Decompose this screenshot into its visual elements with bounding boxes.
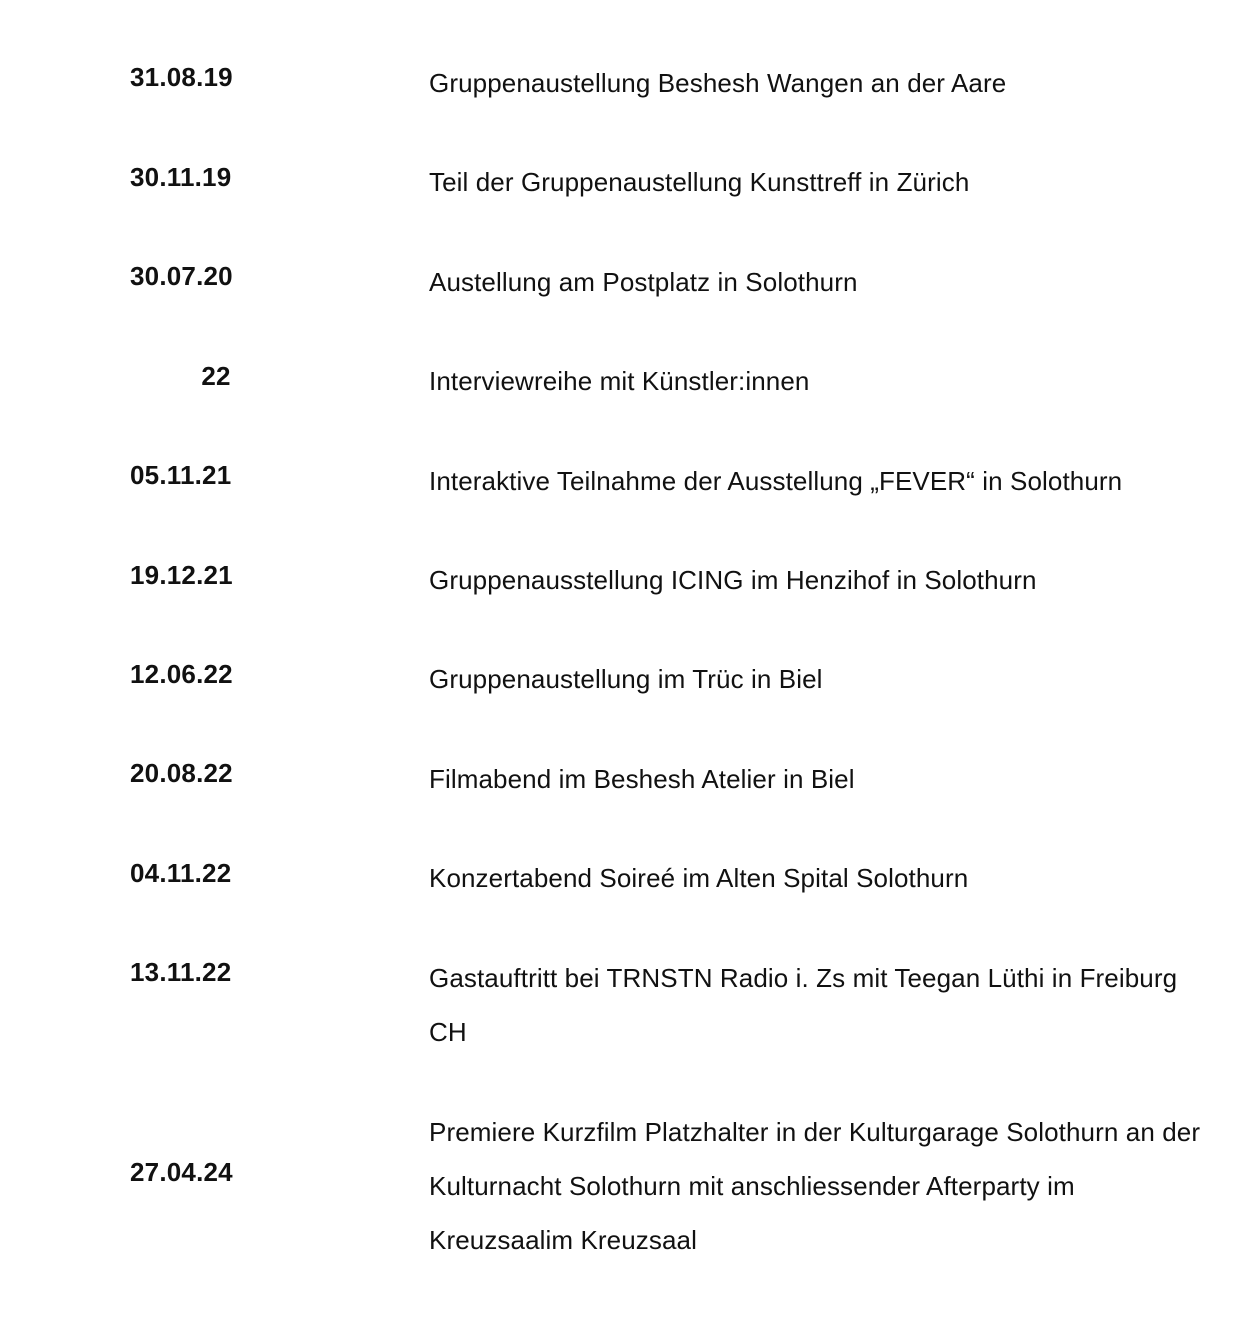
event-description: Gruppenausstellung ICING im Henzihof in Solothurn [429, 565, 1037, 595]
event-date: 30.11.19 [130, 162, 232, 192]
event-description: Austellung am Postplatz in Solothurn [429, 267, 858, 297]
event-date: 12.06.22 [130, 659, 233, 689]
event-date: 27.04.24 [130, 1157, 233, 1187]
event-description: Interviewreihe mit Künstler:innen [429, 366, 810, 396]
event-description: Interaktive Teilnahme der Ausstellung „FEVER“ in Solothurn [429, 466, 1123, 496]
event-date: 05.11.21 [130, 460, 232, 490]
event-date: 20.08.22 [130, 758, 233, 788]
event-date: 04.11.22 [130, 858, 232, 888]
event-description: Teil der Gruppenaustellung Kunsttreff in Zürich [429, 167, 970, 197]
event-description: Konzertabend Soireé im Alten Spital Solothurn [429, 863, 969, 893]
event-date: 13.11.22 [130, 957, 232, 987]
event-date: 31.08.19 [130, 62, 233, 92]
event-date: 19.12.21 [130, 560, 233, 590]
event-date: 22 [201, 361, 231, 391]
event-description: Filmabend im Beshesh Atelier in Biel [429, 764, 855, 794]
event-description: Gastauftritt bei TRNSTN Radio i. Zs mit Teegan Lüthi in Freiburg CH [429, 963, 1178, 1047]
event-description: Premiere Kurzfilm Platzhalter in der Kulturgarage Solothurn an der Kulturnacht Solothurn mit anschliessender Afterparty im Kreuzsaalim Kreuzsaal [429, 1117, 1201, 1255]
event-date: 30.07.20 [130, 261, 233, 291]
event-description: Gruppenaustellung im Trüc in Biel [429, 664, 823, 694]
event-description: Gruppenaustellung Beshesh Wangen an der Aare [429, 68, 1007, 98]
